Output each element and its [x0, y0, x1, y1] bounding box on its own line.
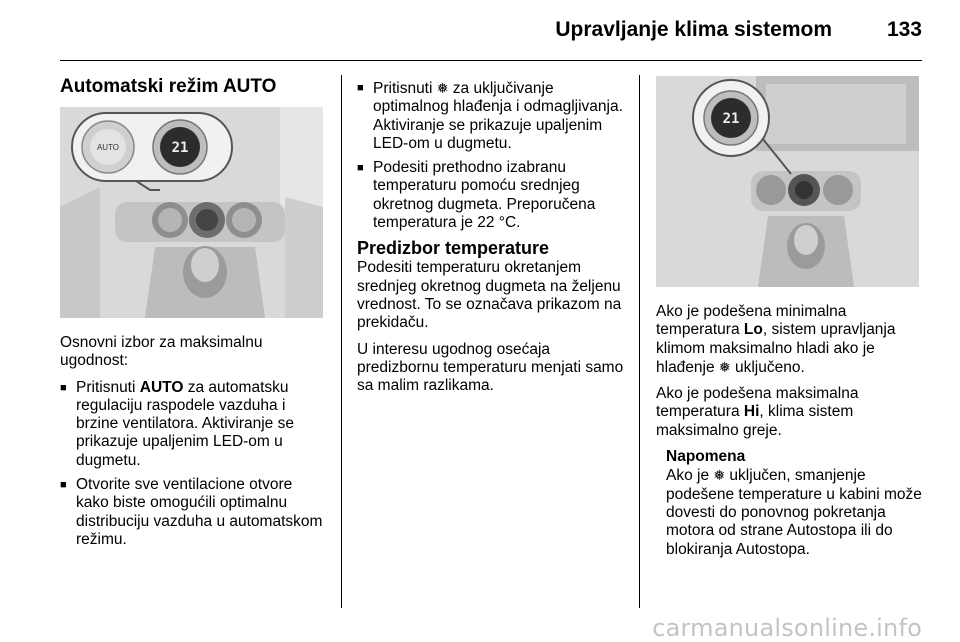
climate-control-image-1	[60, 107, 323, 318]
auto-bullet-2: ■ Otvorite sve ventilacione otvore kako biste omogućili optimalnu distribuciju vazduha u automatskom režimu.	[60, 476, 328, 549]
image1-display-value: 21	[171, 140, 189, 156]
note-text: Ako je ❅ uključen, smanjenje podešene temperature u kabini može dovesti do ponovnog pokretanja motora od strane Autostopa ili do blokiranja Autostopa.	[666, 467, 922, 558]
footer-watermark: carmanualsonline.info	[652, 614, 922, 642]
temperature-para-2: U interesu ugodnog osećaja predizbornu temperaturu menjati samo sa malim razlikama.	[357, 340, 624, 395]
auto-keyword: AUTO	[139, 378, 184, 396]
auto-intro: Osnovni izbor za maksimalnu ugodnost:	[60, 334, 263, 370]
hi-paragraph: Ako je podešena maksimalna temperatura Hi, klima sistem maksimalno greje.	[656, 385, 859, 439]
auto-bullet-1: ■ Pritisnuti AUTO za automatsku regulaciju raspodele vazduha i brzine ventilatora. Aktiviranje se prikazuje upaljenim LED-om u dugmetu.	[60, 379, 328, 470]
image1-auto-label: AUTO	[96, 143, 120, 152]
note-title: Napomena	[666, 448, 746, 466]
note-box	[666, 448, 922, 559]
header-rule	[60, 60, 922, 61]
column-2	[357, 79, 625, 403]
section-auto-heading: Automatski režim AUTO	[60, 76, 277, 97]
snowflake-icon: ❅	[436, 80, 449, 96]
section-temperature-heading: Predizbor temperature	[357, 238, 550, 259]
temperature-bullet: ■ Podesiti prethodno izabranu temperaturu pomoću srednjeg okretnog dugmeta. Preporučena temperatura je 22 °C.	[357, 159, 625, 232]
cooling-bullet: ■ Pritisnuti ❅ za uključivanje optimalnog hlađenja i odmagljivanja. Aktiviranje se prikazuje upaljenim LED-om u dugmetu.	[357, 79, 625, 153]
column-divider-2	[639, 75, 640, 608]
image2-display-value: 21	[722, 111, 740, 127]
column-divider-1	[341, 75, 342, 608]
lo-paragraph: Ako je podešena minimalna temperatura Lo, sistem upravljanja klimom maksimalno hladi ako je hlađenje ❅ uključeno.	[656, 303, 896, 376]
climate-control-image-2	[656, 76, 919, 287]
column-1	[60, 334, 328, 555]
column-3	[656, 303, 922, 559]
snowflake-icon: ❅	[713, 467, 726, 484]
header-title: Upravljanje klima sistemom	[555, 18, 832, 41]
snowflake-icon: ❅	[718, 358, 731, 375]
page-number: 133	[886, 18, 922, 41]
temperature-para-1: Podesiti temperaturu okretanjem srednjeg okretnog dugmeta na željenu vrednost. To se označava prikazom na prekidaču.	[357, 259, 622, 332]
